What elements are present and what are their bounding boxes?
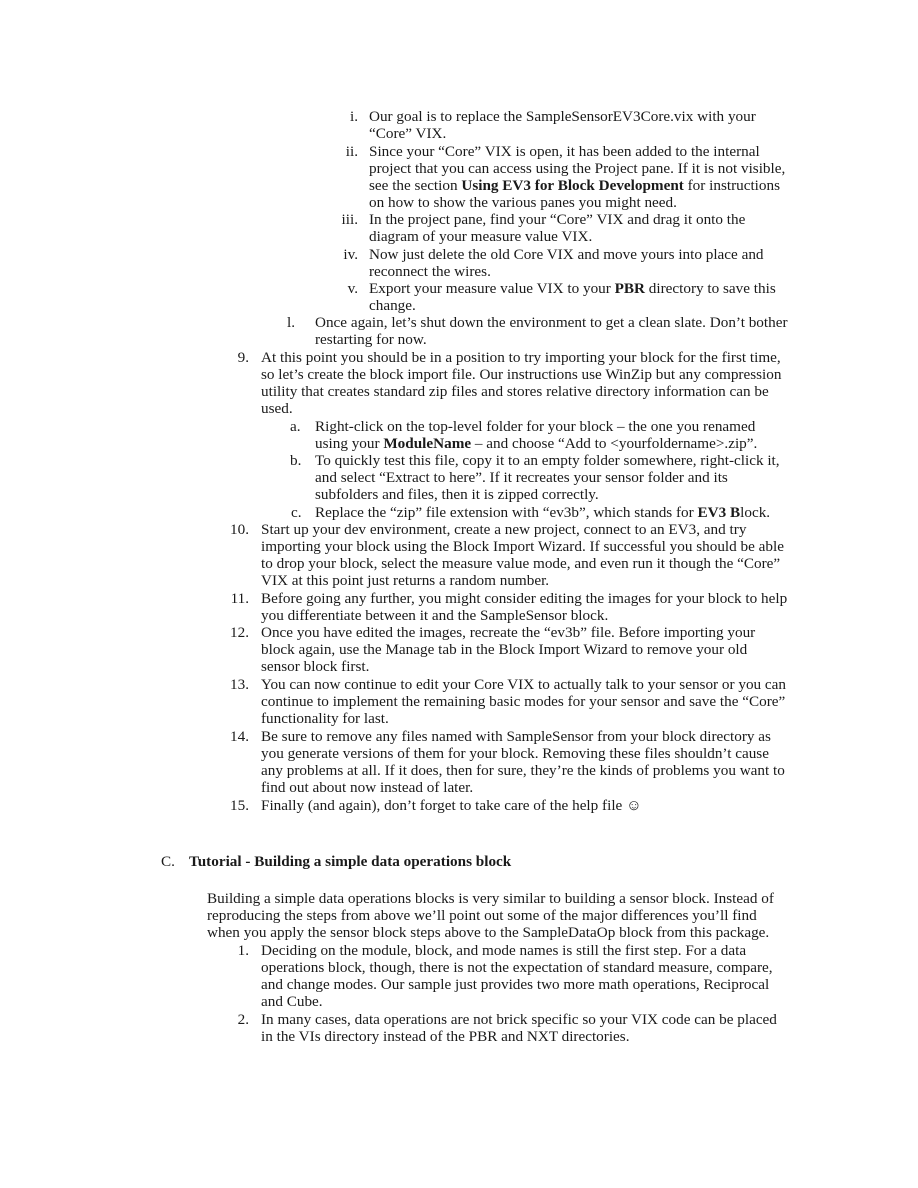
text-run: – and choose “Add to <yourfoldername>.zip”. (471, 435, 758, 452)
list-text: operations block, though, there is not the expectation of standard measure, compare, (261, 959, 773, 976)
list-text: Be sure to remove any files named with SampleSensor from your block directory as (261, 728, 771, 745)
text-run: Export your measure value VIX to your (369, 280, 615, 297)
list-marker: 12. (230, 624, 249, 641)
list-text: Right-click on the top-level folder for your block – the one you renamed (315, 418, 756, 435)
list-text: and change modes. Our sample just provides two more math operations, Reciprocal (261, 976, 770, 993)
list-marker: a. (290, 418, 301, 435)
list-text: project that you can access using the Project pane. If it is not visible, (369, 160, 786, 177)
list-text: reconnect the wires. (369, 263, 491, 280)
list-text: utility that creates standard zip files and stores relative directory information can be (261, 383, 769, 400)
list-text: you differentiate between it and the SampleSensor block. (261, 607, 609, 624)
text-run: directory to save this (645, 280, 776, 297)
section-reference-link: Using EV3 for Block Development (461, 177, 684, 194)
list-text: Before going any further, you might consider editing the images for your block to help (261, 590, 788, 607)
list-text (369, 177, 780, 194)
list-text: Now just delete the old Core VIX and move yours into place and (369, 246, 764, 263)
list-marker: iv. (343, 246, 358, 263)
list-text: “Core” VIX. (369, 125, 447, 142)
list-text (369, 280, 776, 297)
list-text: sensor block first. (261, 658, 370, 675)
text-run: using your (315, 435, 384, 452)
list-text: Start up your dev environment, create a new project, connect to an EV3, and try (261, 521, 747, 538)
list-text: to drop your block, select the measure value mode, and even run it though the “Core” (261, 555, 781, 572)
list-text: find out about now instead of later. (261, 779, 474, 796)
section-heading: Tutorial - Building a simple data operations block (189, 853, 512, 870)
list-marker: 9. (237, 349, 249, 366)
list-text: change. (369, 297, 416, 314)
list-text (315, 435, 757, 452)
list-marker: ii. (345, 143, 358, 160)
list-text: Our goal is to replace the SampleSensorEV3Core.vix with your (369, 108, 756, 125)
list-text: VIX at this point just returns a random number. (261, 572, 550, 589)
text-run: see the section (369, 177, 462, 194)
list-text: used. (261, 400, 293, 417)
list-text: Finally (and again), don’t forget to take care of the help file ☺ (261, 797, 642, 814)
list-text: importing your block using the Block Import Wizard. If successful you should be able (261, 538, 784, 555)
list-marker: 1. (237, 942, 249, 959)
list-text: Deciding on the module, block, and mode names is still the first step. For a data (261, 942, 747, 959)
list-marker: i. (349, 108, 358, 125)
text-run: Replace the “zip” file extension with “ev3b”, which stands for (315, 504, 698, 521)
list-text: and Cube. (261, 993, 323, 1010)
list-marker: 2. (237, 1011, 249, 1028)
list-text: You can now continue to edit your Core VIX to actually talk to your sensor or you can (261, 676, 786, 693)
list-marker: 15. (230, 797, 249, 814)
bold-term: PBR (614, 280, 645, 297)
paragraph-line: Building a simple data operations blocks is very similar to building a sensor block. Instead of (207, 890, 774, 907)
list-marker: l. (287, 314, 296, 331)
list-text: Once you have edited the images, recreate the “ev3b” file. Before importing your (261, 624, 756, 641)
paragraph-line: when you apply the sensor block steps above to the SampleDataOp block from this package. (207, 924, 770, 941)
list-marker: 14. (230, 728, 249, 745)
list-text: block again, use the Manage tab in the Block Import Wizard to remove your old (261, 641, 748, 658)
list-text: so let’s create the block import file. Our instructions use WinZip but any compression (261, 366, 782, 383)
list-text: in the VIs directory instead of the PBR and NXT directories. (261, 1028, 630, 1045)
text-run: for instructions (683, 177, 781, 194)
list-marker: b. (290, 452, 302, 469)
list-text: you generate versions of them for your block. Removing these files shouldn’t cause (261, 745, 769, 762)
list-text: subfolders and files, then it is zipped correctly. (315, 486, 599, 503)
list-text: diagram of your measure value VIX. (369, 228, 593, 245)
list-marker: v. (347, 280, 358, 297)
paragraph-line: reproducing the steps from above we’ll point out some of the major differences you’ll find (207, 907, 757, 924)
list-text: functionality for last. (261, 710, 389, 727)
bold-term: ModuleName (383, 435, 472, 452)
text-run: lock. (740, 504, 771, 521)
list-marker: 11. (230, 590, 249, 607)
list-text: restarting for now. (315, 331, 427, 348)
list-text: any problems at all. If it does, then for sure, they’re the kinds of problems you want to (261, 762, 785, 779)
list-text: Since your “Core” VIX is open, it has been added to the internal (369, 143, 760, 160)
list-marker: 10. (230, 521, 249, 538)
list-marker: c. (291, 504, 302, 521)
list-marker: 13. (230, 676, 249, 693)
section-marker: C. (161, 853, 175, 870)
list-text (315, 504, 770, 521)
list-text: on how to show the various panes you might need. (369, 194, 677, 211)
list-text: and select “Extract to here”. If it recreates your sensor folder and its (315, 469, 728, 486)
list-text: At this point you should be in a position to try importing your block for the first time, (261, 349, 781, 366)
list-text: In the project pane, find your “Core” VIX and drag it onto the (369, 211, 746, 228)
list-text: To quickly test this file, copy it to an empty folder somewhere, right-click it, (315, 452, 780, 469)
list-marker: iii. (341, 211, 358, 228)
bold-term: EV3 B (697, 504, 741, 521)
list-text: continue to implement the remaining basic modes for your sensor and save the “Core” (261, 693, 786, 710)
list-text: Once again, let’s shut down the environment to get a clean slate. Don’t bother (315, 314, 788, 331)
list-text: In many cases, data operations are not brick specific so your VIX code can be placed (261, 1011, 777, 1028)
